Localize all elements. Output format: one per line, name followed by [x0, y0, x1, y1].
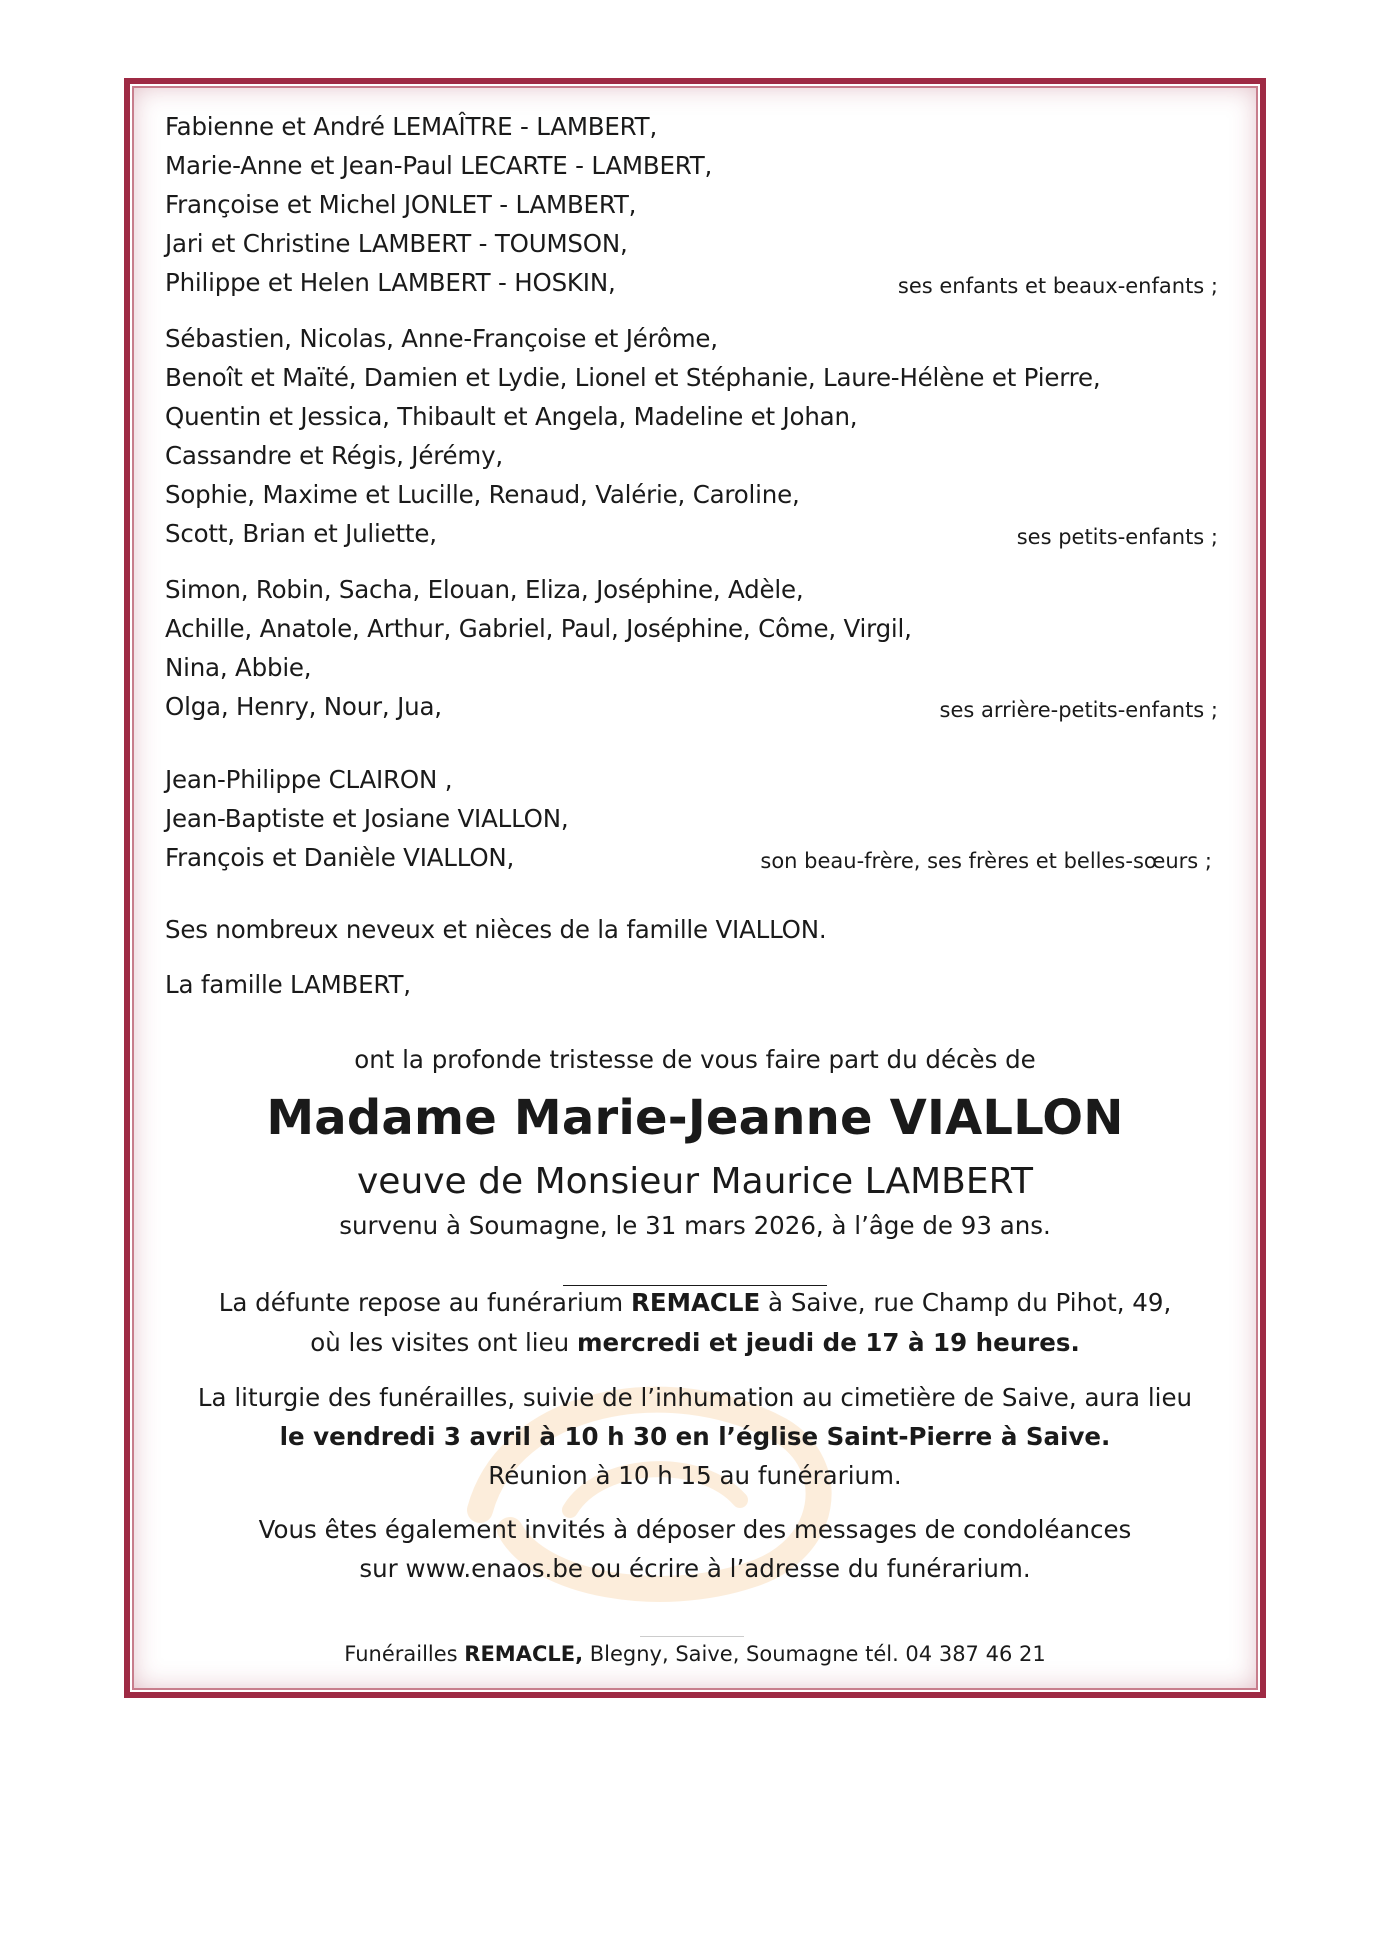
ceremony-line: le vendredi 3 avril à 10 h 30 en l’église Saint-Pierre à Saive.	[279, 1422, 1111, 1451]
meeting-line: Réunion à 10 h 15 au funérarium.	[488, 1461, 902, 1490]
child-line: Françoise et Michel JONLET - LAMBERT,	[165, 190, 637, 219]
grandchild-line: Sébastien, Nicolas, Anne-Françoise et Jérôme,	[165, 324, 718, 353]
nephews-line: Ses nombreux neveux et nièces de la famille VIALLON.	[165, 915, 827, 944]
separator-line	[563, 1285, 827, 1286]
great-grandchild-line: Olga, Henry, Nour, Jua,	[165, 692, 442, 721]
grandchild-line: Quentin et Jessica, Thibault et Angela, Madeline et Johan,	[165, 402, 858, 431]
grandchild-line: Benoît et Maïté, Damien et Lydie, Lionel et Stéphanie, Laure-Hélène et Pierre,	[165, 363, 1101, 392]
death-info: survenu à Soumagne, le 31 mars 2026, à l’âge de 93 ans.	[339, 1211, 1051, 1240]
spouse-line: veuve de Monsieur Maurice LAMBERT	[356, 1161, 1033, 1202]
footer-line: Funérailles REMACLE, Blegny, Saive, Soumagne tél. 04 387 46 21	[344, 1642, 1046, 1666]
child-line: Philippe et Helen LAMBERT - HOSKIN,	[165, 268, 616, 297]
liturgy-line: La liturgie des funérailles, suivie de l’inhumation au cimetière de Saive, aura lieu	[197, 1383, 1193, 1412]
announcement: ont la profonde tristesse de vous faire part du décès de	[354, 1045, 1036, 1074]
visits-line: où les visites ont lieu mercredi et jeudi de 17 à 19 heures.	[310, 1328, 1080, 1357]
great-grandchildren-relation: ses arrière-petits-enfants ;	[939, 698, 1218, 722]
family-line: La famille LAMBERT,	[165, 970, 411, 999]
child-line: Fabienne et André LEMAÎTRE - LAMBERT,	[165, 112, 658, 141]
child-line: Jari et Christine LAMBERT - TOUMSON,	[165, 229, 628, 258]
sibling-line: François et Danièle VIALLON,	[165, 843, 515, 872]
condolences-line: Vous êtes également invités à déposer des messages de condoléances	[258, 1515, 1132, 1544]
great-grandchild-line: Simon, Robin, Sacha, Elouan, Eliza, Joséphine, Adèle,	[165, 575, 804, 604]
grandchild-line: Cassandre et Régis, Jérémy,	[165, 441, 503, 470]
great-grandchild-line: Achille, Anatole, Arthur, Gabriel, Paul, Joséphine, Côme, Virgil,	[165, 614, 912, 643]
children-relation: ses enfants et beaux-enfants ;	[897, 274, 1218, 298]
repose-line: La défunte repose au funérarium REMACLE à Saive, rue Champ du Pihot, 49,	[218, 1288, 1172, 1317]
sibling-line: Jean-Baptiste et Josiane VIALLON,	[165, 804, 569, 833]
great-grandchild-line: Nina, Abbie,	[165, 653, 312, 682]
grandchild-line: Scott, Brian et Juliette,	[165, 519, 437, 548]
sibling-line: Jean-Philippe CLAIRON ,	[165, 765, 453, 794]
grandchild-line: Sophie, Maxime et Lucille, Renaud, Valérie, Caroline,	[165, 480, 800, 509]
deceased-name: Madame Marie-Jeanne VIALLON	[266, 1090, 1124, 1146]
grandchildren-relation: ses petits-enfants ;	[1016, 525, 1218, 549]
child-line: Marie-Anne et Jean-Paul LECARTE - LAMBERT,	[165, 151, 713, 180]
condolences-website-line: sur www.enaos.be ou écrire à l’adresse du funérarium.	[359, 1554, 1031, 1583]
siblings-relation: son beau-frère, ses frères et belles-sœurs ;	[760, 849, 1212, 873]
footer-separator	[640, 1636, 744, 1637]
